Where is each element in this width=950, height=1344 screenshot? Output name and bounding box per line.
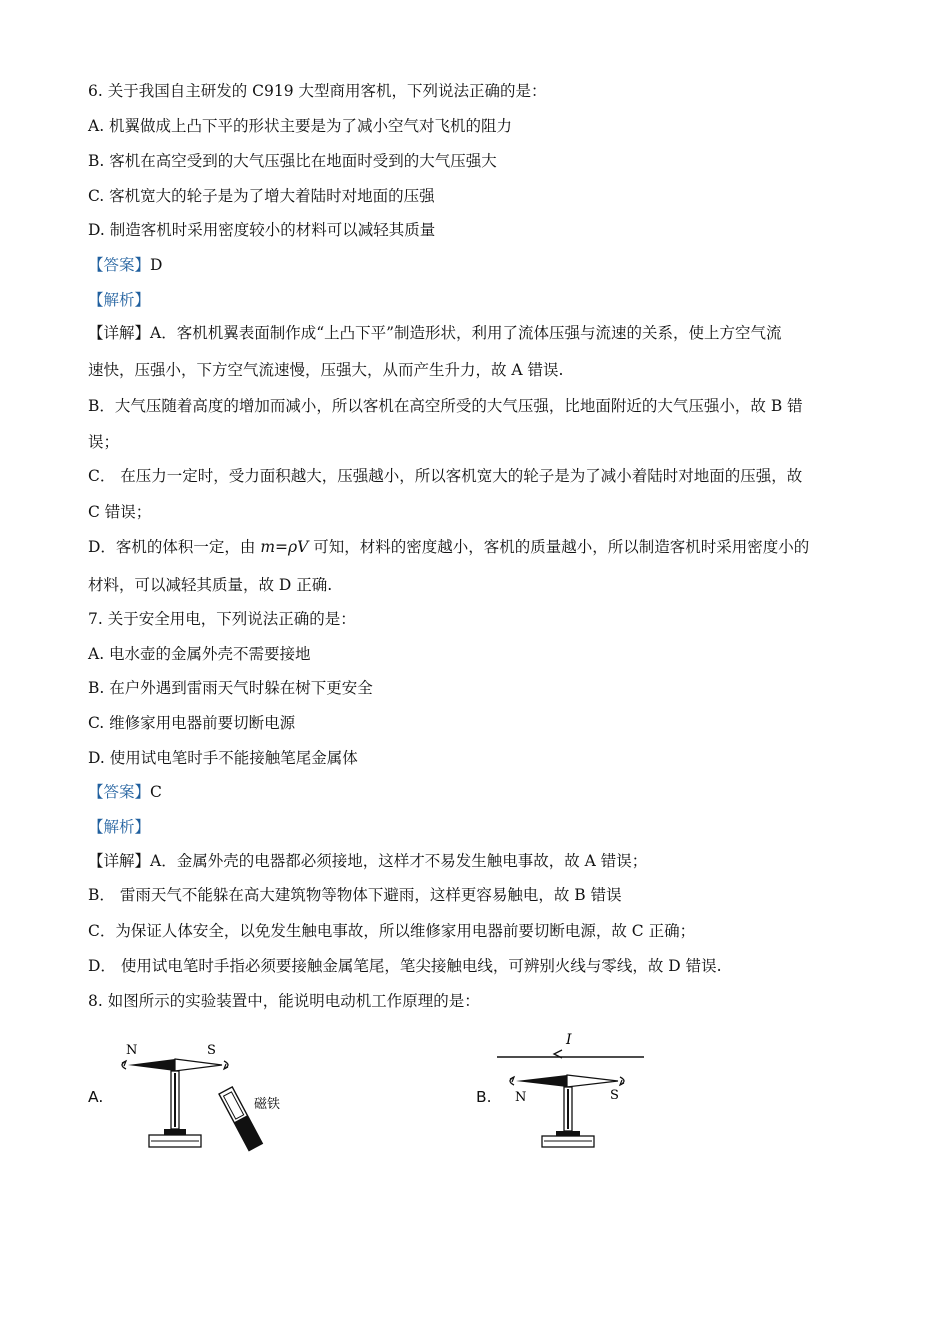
question-7-option-a: A. 电水壶的金属外壳不需要接地	[88, 645, 311, 663]
stand-collar	[556, 1131, 580, 1136]
question-6-option-a: A. 机翼做成上凸下平的形状主要是为了减小空气对飞机的阻力	[88, 117, 513, 135]
needle-south-half	[567, 1075, 618, 1087]
detail-text: D．客机的体积一定，由	[88, 538, 261, 556]
question-7-option-d: D. 使用试电笔时手不能接触笔尾金属体	[88, 749, 358, 767]
needle-south-half	[175, 1059, 222, 1071]
figure-a-label: A.	[88, 1088, 104, 1106]
question-7-detail-line-4: D． 使用试电笔时手指必须要接触金属笔尾，笔尖接触电线，可辨别火线与零线，故 D 错误.	[88, 957, 722, 975]
pole-n-label: N	[515, 1090, 527, 1105]
pole-s-label: S	[610, 1088, 619, 1103]
question-7-detail-line-3: C．为保证人体安全，以免发生触电事故，所以维修家用电器前要切断电源，故 C 正确；	[88, 922, 696, 940]
formula: m=ρV	[260, 538, 309, 556]
question-7-stem: 7. 关于安全用电，下列说法正确的是：	[88, 610, 356, 628]
detail-text: A．金属外壳的电器都必须接地，这样才不易发生触电事故，故 A 错误；	[150, 852, 648, 870]
pole-s-label: S	[207, 1043, 216, 1058]
question-6-option-d: D. 制造客机时采用密度较小的材料可以减轻其质量	[88, 221, 436, 239]
magnet-label: 磁铁	[254, 1097, 281, 1112]
detail-text: A．客机机翼表面制作成“上凸下平”制造形状，利用了流体压强与流速的关系，使上方空气流	[150, 324, 782, 342]
question-7-detail-line-2: B． 雷雨天气不能躲在高大建筑物等物体下避雨，这样更容易触电，故 B 错误	[88, 886, 622, 904]
answer-label: 【答案】	[88, 783, 151, 801]
question-6-detail-line-6: C 错误；	[88, 503, 152, 521]
pole-n-label: N	[126, 1043, 138, 1058]
figure-a	[112, 1035, 302, 1160]
question-6-option-c: C. 客机宽大的轮子是为了增大着陆时对地面的压强	[88, 187, 435, 205]
question-6-detail-line-1	[88, 322, 878, 344]
needle-north-half	[516, 1075, 567, 1087]
answer-value: D	[150, 256, 163, 274]
question-7-detail-line-1	[88, 850, 878, 872]
question-6-detail-line-7	[88, 536, 878, 558]
figure-b-diagram	[494, 1025, 654, 1155]
question-6-detail-line-8: 材料，可以减轻其质量，故 D 正确.	[88, 576, 333, 594]
question-7-option-c: C. 维修家用电器前要切断电源	[88, 714, 296, 732]
needle-north-half	[128, 1059, 175, 1071]
question-6-detail-line-5: C． 在压力一定时，受力面积越大，压强越小，所以客机宽大的轮子是为了减小着陆时对地面的压强，故	[88, 467, 803, 485]
detail-label: 【详解】	[88, 852, 151, 870]
question-6-detail-line-3: B．大气压随着高度的增加而减小，所以客机在高空所受的大气压强，比地面附近的大气压强小，故 B 错	[88, 397, 803, 415]
question-7-answer	[88, 781, 878, 803]
figure-a-diagram	[112, 1035, 302, 1160]
question-6-detail-line-2: 速快，压强小，下方空气流速慢，压强大，从而产生升力，故 A 错误.	[88, 361, 564, 379]
question-6-answer	[88, 254, 878, 276]
question-7-option-b: B. 在户外遇到雷雨天气时躲在树下更安全	[88, 679, 373, 697]
answer-value: C	[150, 783, 162, 801]
detail-text: 可知，材料的密度越小，客机的质量越小，所以制造客机时采用密度小的	[308, 538, 810, 556]
question-6-stem: 6. 关于我国自主研发的 C919 大型商用客机，下列说法正确的是：	[88, 82, 547, 100]
detail-label: 【详解】	[88, 324, 151, 342]
question-8-stem: 8. 如图所示的实验装置中，能说明电动机工作原理的是：	[88, 992, 480, 1010]
figure-b	[494, 1025, 654, 1155]
question-6-analysis-label: 【解析】	[88, 291, 151, 309]
question-6-option-b: B. 客机在高空受到的大气压强比在地面时受到的大气压强大	[88, 152, 497, 170]
question-7-analysis-label: 【解析】	[88, 818, 151, 836]
question-6-detail-line-4: 误；	[88, 433, 120, 451]
figure-b-label: B.	[476, 1088, 492, 1106]
current-symbol: I	[566, 1032, 572, 1048]
answer-label: 【答案】	[88, 256, 151, 274]
stand-collar	[164, 1129, 186, 1135]
